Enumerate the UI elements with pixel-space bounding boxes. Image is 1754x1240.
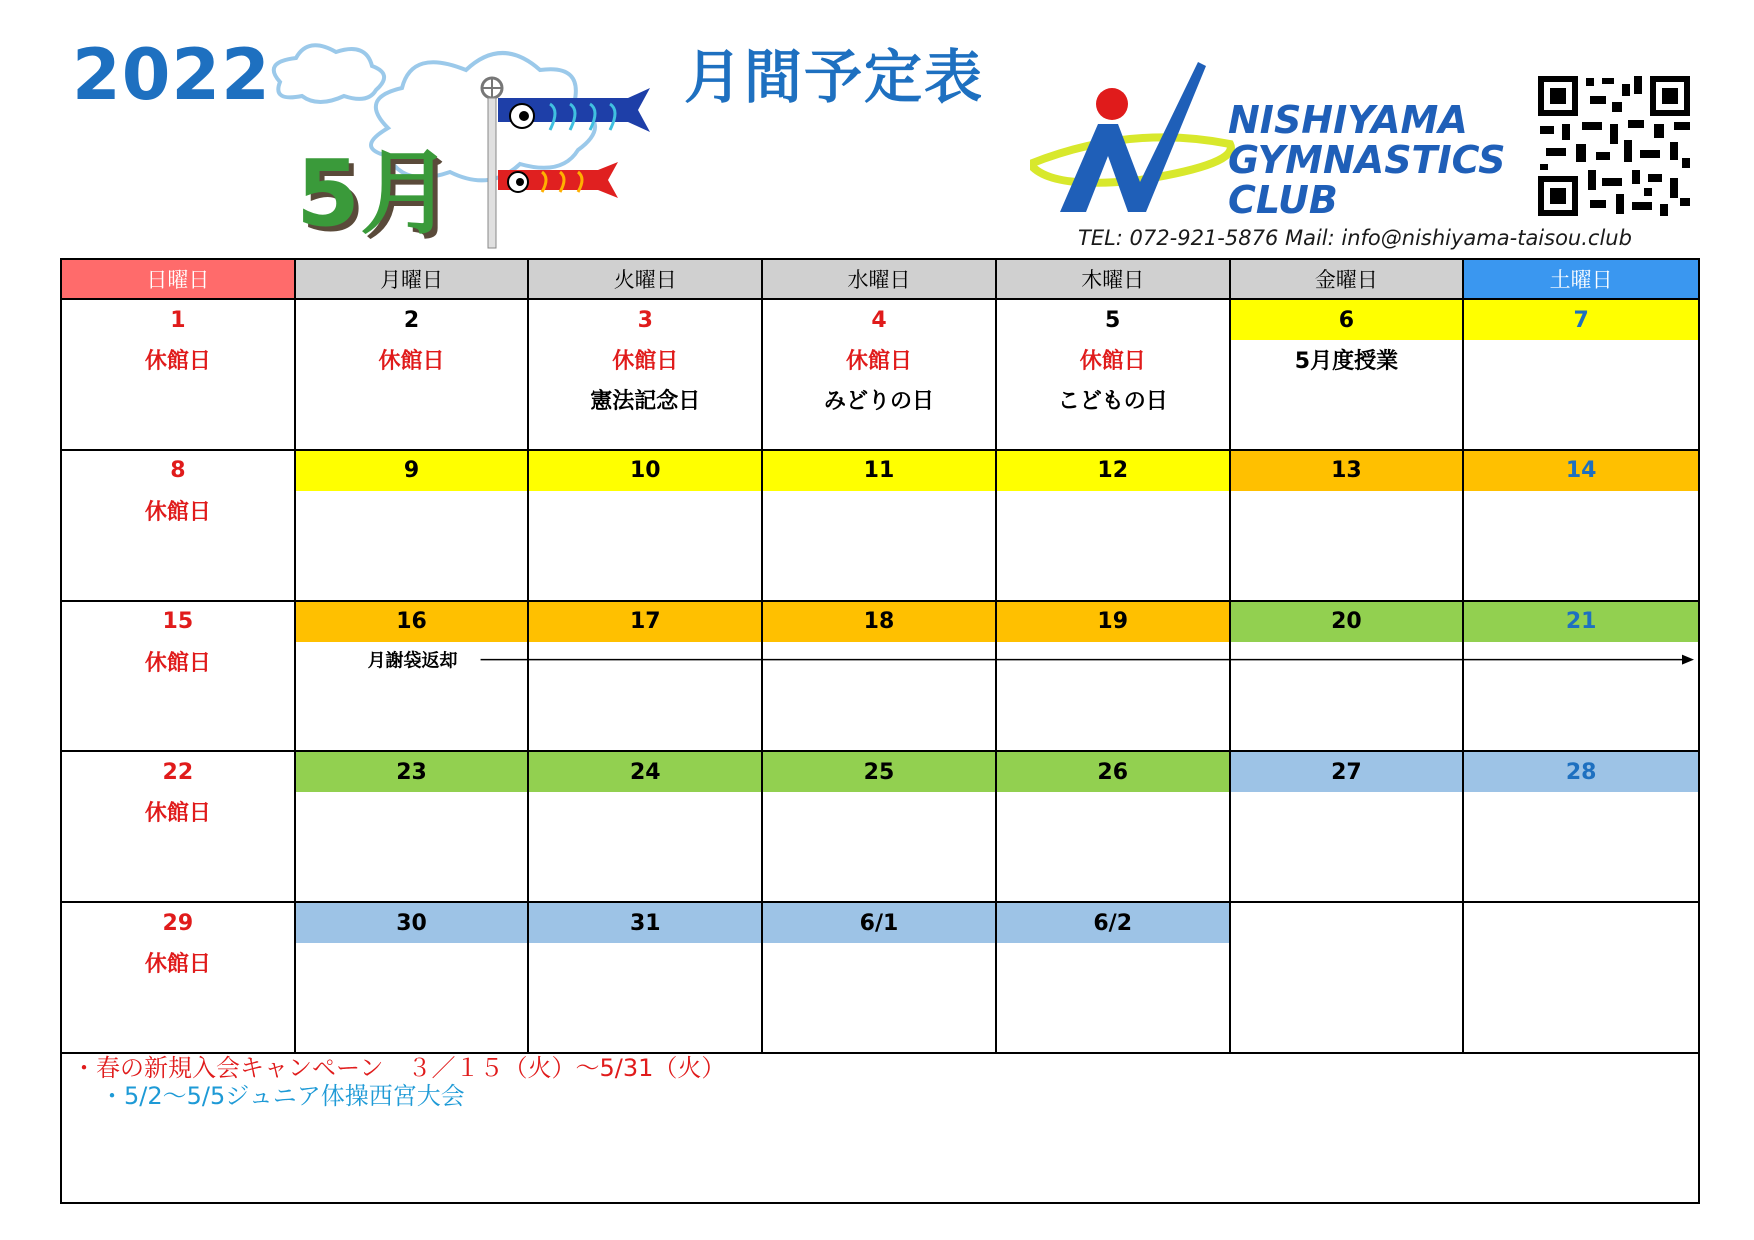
day-cell	[296, 300, 530, 451]
day-event: こどもの日	[1057, 389, 1168, 414]
day-cell	[62, 300, 296, 451]
day-cell	[1231, 300, 1465, 451]
day-cell	[1231, 602, 1465, 753]
day-number: 22	[162, 759, 194, 785]
day-cell	[997, 602, 1231, 753]
day-cell	[62, 451, 296, 602]
day-event: 休館日	[144, 650, 211, 676]
day-number: 3	[637, 307, 653, 333]
day-event: 休館日	[144, 499, 211, 525]
day-number	[1464, 903, 1698, 943]
day-number: 2	[403, 307, 420, 333]
club-name-line: NISHIYAMA	[1228, 98, 1468, 142]
cloud-icon	[274, 45, 384, 102]
day-cell	[1231, 903, 1465, 1054]
day-event: 休館日	[1079, 349, 1146, 374]
day-cell	[1231, 451, 1465, 602]
day-event: 休館日	[144, 349, 211, 374]
day-cell	[763, 602, 997, 753]
day-cell	[1464, 752, 1698, 903]
day-cell	[997, 903, 1231, 1054]
weekday-header: 月曜日	[296, 260, 530, 300]
qr-code-icon	[1536, 74, 1692, 218]
day-cell	[529, 903, 763, 1054]
day-number: 1	[170, 307, 186, 333]
day-cell	[529, 451, 763, 602]
day-number: 26	[997, 752, 1229, 792]
day-number: 23	[296, 752, 528, 792]
monthly-calendar	[60, 258, 1700, 1204]
day-number: 20	[1231, 602, 1463, 642]
day-number	[1231, 903, 1463, 943]
club-name-line: CLUB	[1228, 178, 1338, 222]
day-number: 13	[1231, 451, 1463, 491]
day-cell	[529, 300, 763, 451]
day-cell	[62, 602, 296, 753]
weekday-header: 木曜日	[997, 260, 1231, 300]
day-number: 6/2	[997, 903, 1229, 943]
day-event: みどりの日	[823, 389, 934, 414]
weekday-header: 火曜日	[529, 260, 763, 300]
day-number: 31	[529, 903, 761, 943]
note-tournament: ・5/2～5/5ジュニア体操西宮大会	[100, 1082, 465, 1110]
weekday-header: 水曜日	[763, 260, 997, 300]
day-number: 17	[529, 602, 761, 642]
day-cell	[1464, 903, 1698, 1054]
day-number: 24	[529, 752, 761, 792]
day-number: 8	[170, 458, 186, 484]
calendar-grid	[62, 260, 1698, 1054]
day-number: 16	[296, 602, 528, 642]
day-number: 29	[162, 910, 194, 936]
day-number: 27	[1231, 752, 1463, 792]
day-cell	[763, 451, 997, 602]
day-cell	[529, 602, 763, 753]
day-number: 25	[763, 752, 995, 792]
day-number: 12	[997, 451, 1229, 491]
day-cell	[997, 451, 1231, 602]
day-number: 6	[1231, 300, 1463, 340]
day-cell	[296, 451, 530, 602]
weekday-header: 日曜日	[62, 260, 296, 300]
day-number: 10	[529, 451, 761, 491]
note-campaign: ・春の新規入会キャンペーン ３／１５（火）～5/31（火）	[72, 1054, 726, 1082]
club-name-line: GYMNASTICS	[1228, 138, 1506, 182]
day-number: 7	[1464, 300, 1698, 340]
day-number: 5	[1105, 307, 1121, 333]
day-number: 4	[871, 307, 887, 333]
day-number: 6/1	[763, 903, 995, 943]
day-event: 休館日	[612, 349, 679, 374]
contact-info: TEL: 072-921-5876 Mail: info@nishiyama-taisou.club	[1078, 226, 1632, 250]
day-cell	[997, 300, 1231, 451]
day-number: 21	[1464, 602, 1698, 642]
weekday-header: 金曜日	[1231, 260, 1465, 300]
day-number: 30	[296, 903, 528, 943]
month-label: 5月	[296, 140, 453, 247]
day-number: 28	[1464, 752, 1698, 792]
day-event: 休館日	[845, 349, 912, 374]
club-logo-icon	[1030, 52, 1240, 222]
range-event-label: 月謝袋返却	[367, 650, 458, 672]
day-cell	[296, 752, 530, 903]
day-number: 9	[296, 451, 528, 491]
day-cell	[62, 903, 296, 1054]
day-cell	[62, 752, 296, 903]
day-event: 休館日	[144, 952, 211, 978]
day-cell	[763, 903, 997, 1054]
day-number: 15	[162, 609, 194, 635]
notes-area	[62, 1054, 1698, 1202]
day-cell	[1231, 752, 1465, 903]
weekday-header: 土曜日	[1464, 260, 1698, 300]
day-cell	[763, 752, 997, 903]
day-cell	[1464, 300, 1698, 451]
day-cell	[1464, 602, 1698, 753]
day-cell	[763, 300, 997, 451]
day-cell	[529, 752, 763, 903]
page-title: 月間予定表	[684, 43, 985, 111]
day-cell	[296, 903, 530, 1054]
day-cell	[997, 752, 1231, 903]
day-number: 11	[763, 451, 995, 491]
day-cell	[296, 602, 530, 753]
day-cell	[1464, 451, 1698, 602]
day-number: 19	[997, 602, 1229, 642]
day-number: 14	[1464, 451, 1698, 491]
day-event: 5月度授業	[1294, 349, 1399, 374]
club-name	[1228, 100, 1506, 220]
day-event: 休館日	[144, 801, 211, 827]
year-label: 2022	[72, 34, 271, 116]
day-number: 18	[763, 602, 995, 642]
day-event: 休館日	[378, 349, 445, 374]
day-event: 憲法記念日	[590, 389, 701, 414]
